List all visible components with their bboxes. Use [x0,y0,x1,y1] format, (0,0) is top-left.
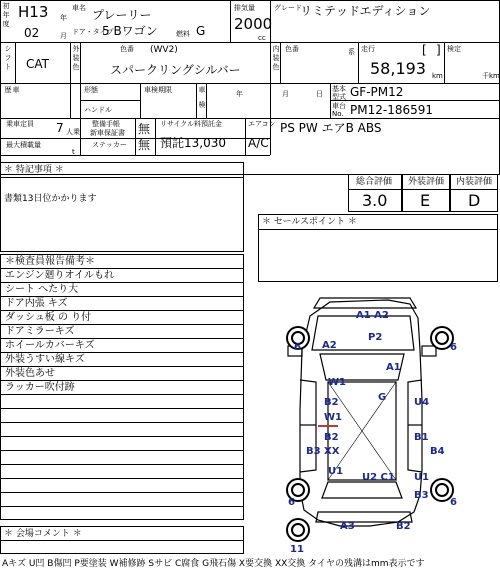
displacement-label: 排気量 [234,4,255,12]
displacement-value: 2000 [234,15,273,33]
kuruma-label: 車検 [198,86,206,116]
remarks-text: 書類13日位かかります [4,194,97,204]
chassis-label: 車台No. [332,102,346,118]
ac-value: A/C [248,136,269,150]
mark-6-br: 6 [450,497,457,508]
venue-comment-title: ＊ 会場コメント ＊ [4,529,82,539]
month-value: 02 [24,26,40,40]
recycle-value: 預託13,030 [160,136,226,150]
shodo-label: 初年度 [2,2,10,29]
total-grade-value: 3.0 [362,191,388,210]
car-name-value: プレーリー [92,8,152,22]
mark-b4: B4 [430,446,445,457]
list-item: エンジン廻りオイルもれ [1,269,244,283]
doors-value: 5 Bワゴン [102,24,158,38]
list-item: ドア内張 キズ [1,297,244,311]
list-item: 外装色あせ [1,367,244,381]
mark-a1-a2: A1 A2 [356,310,389,321]
mark-a3: A3 [340,521,355,532]
list-item [1,409,244,423]
mark-6-bl: 6 [288,497,295,508]
list-item [1,423,244,437]
exterior-grade-value: E [420,191,431,210]
interior-color-label: 内装色 [272,45,280,72]
inspection-box [0,254,244,520]
list-item: ダッシュ板 の り付 [1,311,244,325]
manual-label: 整備手帳 [92,120,120,128]
list-item [1,465,244,479]
total-grade-label: 総合評価 [356,177,393,187]
recycle-label: リサイクル料預託金 [160,120,223,128]
mark-b2-c: B2 [396,521,411,532]
car-name-label: 車名 [72,4,86,12]
capacity-label: 乗車定員 [6,120,34,128]
mark-11: 11 [290,544,304,555]
list-item: ドアミラーキズ [1,325,244,339]
shift-value: CAT [26,57,49,71]
equipment-value: PS PW エアB ABS [280,121,382,135]
max-load-label: 最大積載量 [6,141,41,149]
bracket-left: [ [422,43,427,57]
mark-6-tr: 6 [450,342,457,353]
capacity-value: 7 [56,121,64,135]
color-code-value: (WV2) [150,45,178,55]
list-item [1,395,244,409]
mark-b2-b: B2 [324,432,339,443]
k-unit: 千km [482,72,500,80]
shift-label: シフト [4,45,12,72]
mark-xx: XX [324,446,340,457]
grade-value: リミテッドエディション [300,4,431,18]
load-unit: t [72,148,75,156]
list-item: ラッカー吹付跡 [1,381,244,395]
mileage-label: 走行 [361,45,375,53]
capacity-unit: 人乗 [66,128,80,136]
fuel-label: 燃料 [176,30,190,38]
mark-u2-c1: U2 C1 [362,472,395,483]
interior-color-code-label: 色番 [285,45,299,53]
list-item [1,479,244,493]
interior-grade-value: D [468,191,481,210]
color-code-label: 色番 [120,45,134,53]
list-item: ホイールカバーキズ [1,339,244,353]
nichi-label: 日 [316,90,323,98]
sales-point-title: ＊ セールスポイント ＊ [262,217,357,227]
mark-u1-a: U1 [328,466,344,477]
chassis-value: PM12-186591 [350,103,433,117]
mark-b3-a: B3 [306,446,321,457]
year-value: H13 [18,3,49,21]
mark-p2: P2 [368,332,383,343]
handle-label: ハンドル [84,106,112,114]
list-item: 外装うすい線キズ [1,353,244,367]
mark-6-tl: 6 [294,342,301,353]
sticker-label: ステッカー [92,141,127,149]
bracket-right: ] [436,43,441,57]
list-item [1,451,244,465]
mark-u1-b: U1 [414,472,430,483]
kei-label: 系 [348,48,355,56]
sticker-value: 無 [138,138,151,152]
mileage-unit: km [432,72,443,80]
mark-b2-a: B2 [324,397,339,408]
mark-w1-a: W1 [328,377,346,388]
doors-label: ドア・タイプ [72,28,114,36]
tsuki-label: 月 [282,90,289,98]
legend-text: Aキズ U凹 B傷凹 P要塗装 W補修跡 Sサビ C腐食 G飛石傷 X要交換 XX交換 タイヤの残溝はmm表示です [2,559,425,569]
car-history-label: 車歴 [4,86,20,103]
list-item [1,493,244,507]
mark-w1-b: W1 [324,412,342,423]
base-model-label: 基本型式 [332,85,346,101]
nen-label: 年 [236,90,243,98]
mark-u4: U4 [414,397,430,408]
shape-label: 形態 [84,86,98,94]
base-model-value: GF-PM12 [350,85,404,99]
manual-value: 無 [138,122,151,136]
mark-a1: A1 [386,362,401,373]
mileage-value: 58,193 [370,59,426,78]
list-item [1,507,244,521]
month-unit: 月 [60,32,67,40]
list-item: シート へたり大 [1,283,244,297]
year-unit: 年 [60,14,67,22]
interior-grade-label: 内装評価 [456,177,493,187]
list-item [1,437,244,451]
mark-a2: A2 [322,340,337,351]
inspection-title: ＊検査員報告備考＊ [1,255,244,269]
exterior-color-label: 外装色 [72,45,80,72]
car-damage-diagram [270,290,498,558]
grade-label: グレード [274,4,302,12]
displacement-unit: cc [258,34,266,42]
expiry-label: 車検期限 [144,86,172,94]
exterior-grade-label: 外装評価 [408,177,445,187]
mark-g: G [378,392,387,403]
inspection-label: 検定 [447,45,461,53]
mark-b1: B1 [414,432,429,443]
mark-b3-b: B3 [414,490,429,501]
remarks-title: ＊ 特記事項 ＊ [4,165,64,175]
color-name-value: スパークリングシルバー [110,63,241,77]
fuel-value: G [196,24,206,38]
new-warranty-label: 新車保証書 [90,129,125,137]
ac-label: エアコン [248,120,276,128]
remarks-box [0,162,244,252]
